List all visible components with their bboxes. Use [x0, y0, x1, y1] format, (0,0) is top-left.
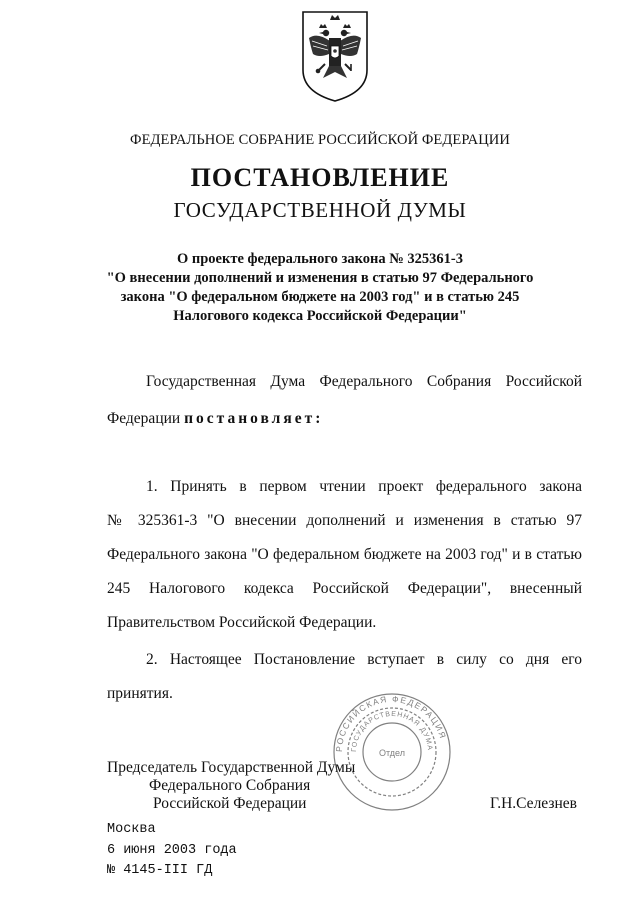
document-issuer-subtitle: ГОСУДАРСТВЕННОЙ ДУМЫ	[173, 198, 467, 222]
stamp-outer-text: РОССИЙСКАЯ ФЕДЕРАЦИЯ	[333, 693, 449, 753]
clause-1-line: 245 Налогового кодекса Российской Федерации", внесенный	[107, 580, 582, 597]
document-number: № 4145-III ГД	[107, 863, 213, 878]
stamp-center-text: Отдел	[378, 748, 406, 758]
preamble-line: Государственная Дума Федерального Собрания Российской	[146, 373, 582, 390]
heading-line: Налогового кодекса Российской Федерации"	[173, 308, 467, 324]
official-stamp	[330, 690, 454, 814]
date-of-signing: 6 июня 2003 года	[107, 843, 237, 858]
coat-of-arms-icon	[299, 8, 371, 104]
signatory-name: Г.Н.Селезнев	[490, 795, 577, 812]
clause-1-line: 1. Принять в первом чтении проект федерального закона	[146, 478, 582, 495]
signatory-title-line: Российской Федерации	[153, 795, 307, 812]
preamble-line	[107, 410, 323, 428]
preamble-prefix: Федерации	[107, 410, 181, 427]
resolves-word: постановляет:	[184, 410, 324, 427]
clause-2-line: принятия.	[107, 685, 173, 702]
document-type-title: ПОСТАНОВЛЕНИЕ	[190, 163, 450, 192]
place-of-signing: Москва	[107, 822, 156, 837]
heading-line: закона "О федеральном бюджете на 2003 год" и в статью 245	[120, 289, 520, 305]
clause-1-line: Федерального закона "О федеральном бюджете на 2003 год" и в статью	[107, 546, 582, 563]
signatory-title-line: Председатель Государственной Думы	[107, 759, 356, 776]
clause-1-line: № 325361-3 "О внесении дополнений и изменения в статью 97	[107, 512, 582, 529]
heading-line: О проекте федерального закона № 325361-3	[176, 251, 464, 267]
clause-1-line: Правительством Российской Федерации.	[107, 614, 377, 631]
resolution-heading	[0, 250, 640, 326]
heading-line: "О внесении дополнений и изменения в статью 97 Федерального	[106, 270, 534, 286]
signatory-title-line: Федерального Собрания	[149, 777, 311, 794]
stamp-inner-text: ГОСУДАРСТВЕННАЯ ДУМА	[350, 710, 434, 753]
assembly-name: ФЕДЕРАЛЬНОЕ СОБРАНИЕ РОССИЙСКОЙ ФЕДЕРАЦИИ	[130, 132, 510, 148]
clause-2-line: 2. Настоящее Постановление вступает в силу со дня его	[146, 651, 582, 668]
